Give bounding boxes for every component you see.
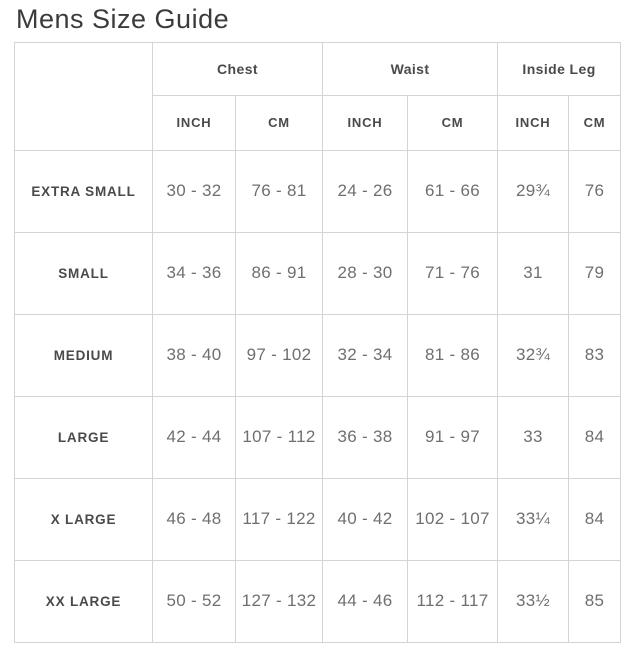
waist-inch-value: 32 - 34 <box>323 314 408 396</box>
leg-inch-value: 33½ <box>498 560 569 642</box>
size-label: SMALL <box>15 232 153 314</box>
table-row <box>15 560 621 642</box>
waist-cm-value: 91 - 97 <box>408 396 498 478</box>
table-row <box>15 150 621 232</box>
table-row <box>15 314 621 396</box>
leg-inch-value: 33¼ <box>498 478 569 560</box>
waist-cm-value: 61 - 66 <box>408 150 498 232</box>
corner-cell <box>15 42 153 150</box>
page-title: Mens Size Guide <box>16 4 230 34</box>
size-guide-table <box>14 42 621 643</box>
column-group-waist: Waist <box>323 42 498 95</box>
column-group-chest: Chest <box>153 42 323 95</box>
table-row <box>15 232 621 314</box>
leg-cm-value: 83 <box>569 314 621 396</box>
chest-cm-value: 97 - 102 <box>236 314 323 396</box>
waist-cm-value: 71 - 76 <box>408 232 498 314</box>
chest-cm-value: 127 - 132 <box>236 560 323 642</box>
leg-inch-header: INCH <box>498 95 569 150</box>
chest-inch-value: 30 - 32 <box>153 150 236 232</box>
leg-inch-value: 29¾ <box>498 150 569 232</box>
chest-cm-value: 107 - 112 <box>236 396 323 478</box>
chest-inch-value: 38 - 40 <box>153 314 236 396</box>
waist-cm-value: 81 - 86 <box>408 314 498 396</box>
waist-inch-value: 24 - 26 <box>323 150 408 232</box>
size-label: MEDIUM <box>15 314 153 396</box>
waist-inch-value: 40 - 42 <box>323 478 408 560</box>
leg-cm-value: 85 <box>569 560 621 642</box>
leg-cm-header: CM <box>569 95 621 150</box>
chest-inch-value: 34 - 36 <box>153 232 236 314</box>
chest-cm-value: 86 - 91 <box>236 232 323 314</box>
size-label: LARGE <box>15 396 153 478</box>
group-header-row <box>15 42 621 95</box>
leg-cm-value: 84 <box>569 396 621 478</box>
waist-inch-value: 44 - 46 <box>323 560 408 642</box>
chest-cm-value: 117 - 122 <box>236 478 323 560</box>
table-row <box>15 396 621 478</box>
waist-cm-header: CM <box>408 95 498 150</box>
table-row <box>15 478 621 560</box>
chest-inch-value: 50 - 52 <box>153 560 236 642</box>
leg-cm-value: 84 <box>569 478 621 560</box>
chest-inch-value: 42 - 44 <box>153 396 236 478</box>
leg-inch-value: 31 <box>498 232 569 314</box>
column-group-inside-leg: Inside Leg <box>498 42 621 95</box>
waist-inch-value: 36 - 38 <box>323 396 408 478</box>
chest-cm-value: 76 - 81 <box>236 150 323 232</box>
leg-cm-value: 76 <box>569 150 621 232</box>
size-label: X LARGE <box>15 478 153 560</box>
size-label: EXTRA SMALL <box>15 150 153 232</box>
waist-cm-value: 112 - 117 <box>408 560 498 642</box>
chest-inch-value: 46 - 48 <box>153 478 236 560</box>
waist-inch-header: INCH <box>323 95 408 150</box>
leg-inch-value: 33 <box>498 396 569 478</box>
waist-cm-value: 102 - 107 <box>408 478 498 560</box>
leg-cm-value: 79 <box>569 232 621 314</box>
size-label: XX LARGE <box>15 560 153 642</box>
leg-inch-value: 32¾ <box>498 314 569 396</box>
waist-inch-value: 28 - 30 <box>323 232 408 314</box>
chest-inch-header: INCH <box>153 95 236 150</box>
chest-cm-header: CM <box>236 95 323 150</box>
